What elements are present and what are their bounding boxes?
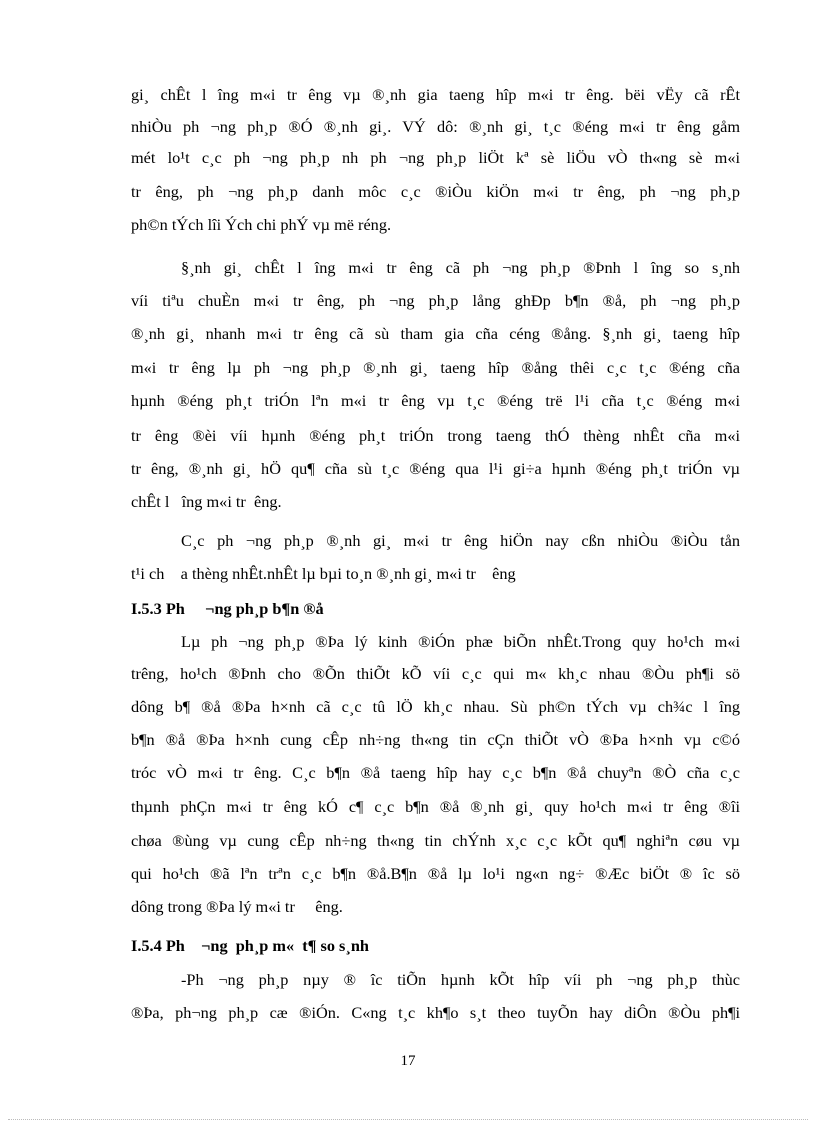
text-line: trêng, ho¹ch ®Þnh cho ®Õn thiÕt kÕ víi c¸c qui m« kh¸c nhau ®Òu ph¶i sö bbox=[131, 664, 740, 683]
text-line: hµnh ®éng ph¸t triÓn lªn m«i tr êng vµ t¸c ®éng trë l¹i cña t¸c ®éng m«i bbox=[131, 391, 740, 410]
text-line: tr êng ®èi víi hµnh ®éng ph¸t triÓn trong taeng thÓ thèng nhÊt cña m«i bbox=[131, 426, 740, 445]
text-line: §¸nh gi¸ chÊt l îng m«i tr êng cã ph ¬ng ph¸p ®Þnh l îng so s¸nh bbox=[181, 258, 740, 277]
text-line: b¶n ®å ®Þa h×nh cung cÊp nh÷ng th«ng tin cÇn thiÕt vÒ ®Þa h×nh vµ c©ó bbox=[131, 730, 740, 749]
text-line: chøa ®ùng vµ cung cÊp nh÷ng th«ng tin chÝnh x¸c c¸c kÕt qu¶ nghiªn cøu vµ bbox=[131, 831, 740, 850]
page-number: 17 bbox=[400, 1053, 416, 1069]
text-line: dông b¶ ®å ®Þa h×nh cã c¸c tû lÖ kh¸c nhau. Sù ph©n tÝch vµ ch¾c l îng bbox=[131, 697, 740, 716]
text-line: mét lo¹t c¸c ph ¬ng ph¸p nh ph ¬ng ph¸p liÖt kª sè liÖu vÒ th«ng sè m«i bbox=[131, 148, 740, 167]
text-line: C¸c ph ¬ng ph¸p ®¸nh gi¸ m«i tr êng hiÖn nay cßn nhiÒu ®iÒu tån bbox=[181, 531, 740, 550]
text-line: gi¸ chÊt l îng m«i tr êng vµ ®¸nh gia taeng hîp m«i tr êng. bëi vËy cã rÊt bbox=[131, 85, 740, 104]
text-line: tr êng, ph ¬ng ph¸p danh môc c¸c ®iÒu kiÖn m«i tr êng, ph ¬ng ph¸p bbox=[131, 182, 740, 201]
text-line: Lµ ph ¬ng ph¸p ®Þa lý kinh ®iÓn phæ biÕn nhÊt.Trong quy ho¹ch m«i bbox=[181, 632, 740, 651]
text-line: ph©n tÝch lîi Ých chi phÝ vµ më réng. bbox=[131, 215, 392, 234]
text-line: t¹i ch a thèng nhÊt.nhÊt lµ bµi to¸n ®¸nh gi¸ m«i tr êng bbox=[131, 564, 516, 583]
text-line: m«i tr êng lµ ph ¬ng ph¸p ®¸nh gi¸ taeng hîp ®ång thêi c¸c t¸c ®éng cña bbox=[131, 358, 740, 377]
page-bottom-rule bbox=[8, 1119, 808, 1120]
section-heading: I.5.4 Ph ¬ng ph¸p m« t¶ so s¸nh bbox=[131, 936, 369, 955]
text-line: -Ph ¬ng ph¸p nµy ® îc tiÕn hµnh kÕt hîp víi ph ¬ng ph¸p thùc bbox=[181, 970, 740, 989]
text-line: tróc vÒ m«i tr êng. C¸c b¶n ®å taeng hîp hay c¸c b¶n ®å chuyªn ®Ò cña c¸c bbox=[131, 763, 740, 782]
text-line: ®Þa, ph¬ng ph¸p cæ ®iÓn. C«ng t¸c kh¶o s¸t theo tuyÕn hay diÔn ®Òu ph¶i bbox=[131, 1003, 740, 1022]
text-line: dông trong ®Þa lý m«i tr êng. bbox=[131, 897, 343, 916]
text-line: tr êng, ®¸nh gi¸ hÖ qu¶ cña sù t¸c ®éng qua l¹i gi÷a hµnh ®éng ph¸t triÓn vµ bbox=[131, 459, 740, 478]
text-line: víi tiªu chuÈn m«i tr êng, ph ¬ng ph¸p lång ghÐp b¶n ®å, ph ¬ng ph¸p bbox=[131, 291, 740, 310]
text-line: nhiÒu ph ¬ng ph¸p ®Ó ®¸nh gi¸. VÝ dô: ®¸nh gi¸ t¸c ®éng m«i tr êng gåm bbox=[131, 117, 740, 136]
section-heading: I.5.3 Ph ¬ng ph¸p b¶n ®å bbox=[131, 599, 324, 618]
text-line: ®¸nh gi¸ nhanh m«i tr êng cã sù tham gia cña céng ®ång. §¸nh gi¸ taeng hîp bbox=[131, 324, 740, 343]
text-line: qui ho¹ch ®ã lªn trªn c¸c b¶n ®å.B¶n ®å lµ lo¹i ng«n ng÷ ®Æc biÖt ® îc sö bbox=[131, 864, 740, 883]
text-line: chÊt l îng m«i tr êng. bbox=[131, 492, 282, 511]
text-line: thµnh phÇn m«i tr êng kÓ c¶ c¸c b¶n ®å ®¸nh gi¸ quy ho¹ch m«i tr êng ®îi bbox=[131, 797, 740, 816]
